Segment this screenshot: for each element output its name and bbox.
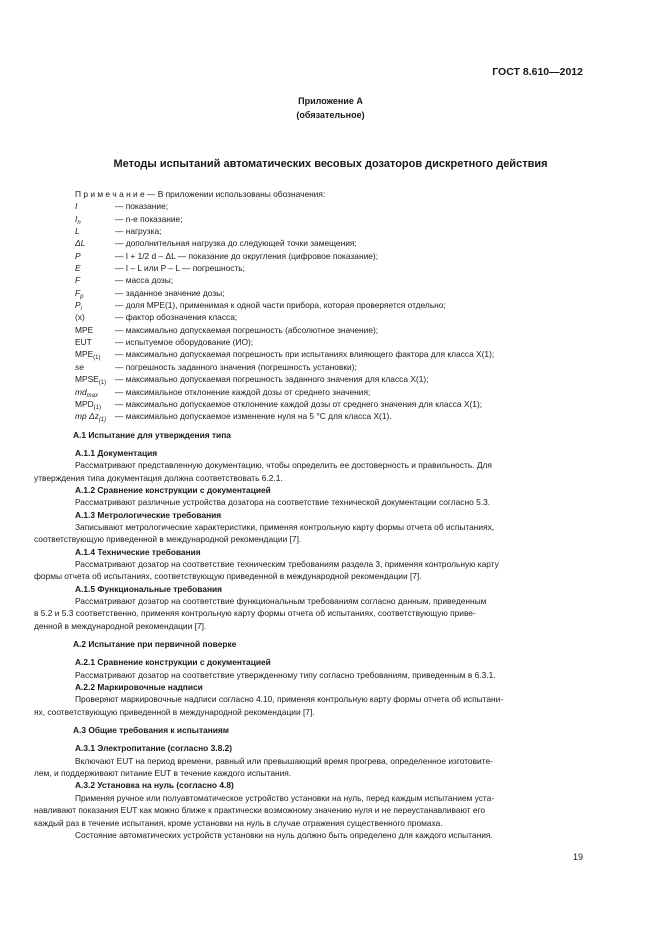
section-a22-text: ях, соответствующую приведенной в международной рекомендации [7]. <box>34 706 315 717</box>
glossary-definition: — максимально допускаемая погрешность (абсолютное значение); <box>115 324 379 335</box>
glossary-symbol-main: se <box>75 361 84 372</box>
section-a32-text: навливают показания EUT как можно ближе к практически возможному значению нуля и не переустанавливают его <box>34 805 486 816</box>
glossary-symbol-subscript: n <box>77 219 81 226</box>
glossary-symbol <box>75 287 115 299</box>
glossary-definition: — максимально допускаемое изменение нуля на 5 °С для класса X(1). <box>115 411 392 422</box>
glossary-symbol <box>75 213 115 225</box>
glossary-symbol <box>75 200 115 212</box>
glossary-definition: — дополнительная нагрузка до следующей точки замещения; <box>115 238 357 249</box>
glossary-symbol <box>75 373 115 385</box>
glossary-symbol <box>75 274 115 286</box>
section-a21-heading: А.2.1 Сравнение конструкции с документацией <box>75 657 271 668</box>
glossary-symbol-main: I <box>75 201 78 212</box>
section-a12-heading: А.1.2 Сравнение конструкции с документацией <box>75 484 271 495</box>
glossary-symbol-main: MPE <box>75 349 94 360</box>
glossary-symbol-main: F <box>75 287 81 298</box>
glossary-definition: — максимально допускаемая погрешность заданного значения для класса X(1); <box>115 374 429 385</box>
glossary-definition: — погрешность заданного значения (погрешность установки); <box>115 361 357 372</box>
glossary-definition: — фактор обозначения класса; <box>115 312 238 323</box>
section-a12-text: Рассматривают различные устройства дозатора на соответствие технической документации согласно 5.3. <box>75 497 491 508</box>
section-a1-heading: А.1 Испытание для утверждения типа <box>73 429 231 440</box>
glossary-item <box>75 225 585 237</box>
section-a11-text: Рассматривают представленную документацию, чтобы определить ее достоверность и правильность. Для <box>75 460 492 471</box>
section-a32-text: Состояние автоматических устройств установки на нуль должно быть определено для каждого испытания. <box>75 829 493 840</box>
glossary-symbol-main: P <box>75 250 81 261</box>
section-a15-text: Рассматривают дозатор на соответствие функциональным требованиям согласно данным, приведенным <box>75 596 487 606</box>
glossary-item <box>75 200 585 212</box>
glossary-item <box>75 274 585 286</box>
glossary-symbol-subscript: max <box>86 392 98 399</box>
glossary-symbol <box>75 398 115 410</box>
section-a2-heading: А.2 Испытание при первичной поверке <box>73 639 237 650</box>
section-a21-text: Рассматривают дозатор на соответствие утвержденному типу согласно требованиям, приведенным в 6.3.1. <box>75 669 496 680</box>
section-a15-text: в 5.2 и 5.3 соответственно, применяя контрольную карту формы отчета об испытаниях, соответствующую приве- <box>34 608 476 619</box>
glossary-symbol-main: F <box>75 275 81 286</box>
glossary-symbol <box>75 250 115 262</box>
glossary-item <box>75 348 585 360</box>
glossary-list <box>75 200 585 422</box>
section-a32-heading: А.3.2 Установка на нуль (согласно 4.8) <box>75 780 234 791</box>
glossary-item <box>75 373 585 385</box>
glossary-symbol-main: md <box>75 386 87 397</box>
section-a13-text: Записывают метрологические характеристики, применяя контрольную карту формы отчета об испытаниях, <box>75 521 495 532</box>
standard-number: ГОСТ 8.610—2012 <box>492 66 583 78</box>
glossary-item <box>75 287 585 299</box>
glossary-item <box>75 336 585 348</box>
glossary-item <box>75 410 585 422</box>
glossary-symbol-main: L <box>75 226 80 237</box>
main-title: Методы испытаний автоматических весовых дозаторов дискретного действия <box>113 158 548 170</box>
glossary-definition: — показание; <box>115 201 169 212</box>
glossary-item <box>75 361 585 373</box>
glossary-symbol-subscript: p <box>80 293 84 300</box>
glossary-definition: — I – L или P – L — погрешность; <box>115 263 245 274</box>
appendix-subtitle: (обязательное) <box>296 110 365 120</box>
section-a13-text: соответствующую приведенной в международной рекомендации [7]. <box>34 534 302 545</box>
glossary-symbol-main: I <box>75 213 78 224</box>
section-a15-heading: А.1.5 Функциональные требования <box>75 583 223 594</box>
glossary-definition: — максимальное отклонение каждой дозы от среднего значения; <box>115 386 371 397</box>
section-a22-text: Проверяют маркировочные надписи согласно 4.10, применяя контрольную карту формы отчета об испытани- <box>75 694 504 705</box>
glossary-symbol <box>75 237 115 249</box>
page-number: 19 <box>572 852 583 862</box>
glossary-definition: — максимально допускаемое отклонение каждой дозы от среднего значения для класса X(1); <box>115 398 483 409</box>
glossary-symbol <box>75 386 115 398</box>
document-body <box>34 188 585 841</box>
glossary-symbol <box>75 410 115 422</box>
glossary-symbol-subscript: i <box>80 306 82 313</box>
glossary-item <box>75 386 585 398</box>
glossary-definition: — доля MPE(1), применимая к одной части прибора, которая проверяется отдельно; <box>115 300 446 311</box>
section-a11-text: утверждения типа документация должна соответствовать 6.2.1. <box>34 472 283 483</box>
glossary-symbol-main: MPD <box>75 398 94 409</box>
glossary-symbol-subscript: (1) <box>93 404 101 411</box>
glossary-symbol <box>75 361 115 373</box>
section-a31-heading: А.3.1 Электропитание (согласно 3.8.2) <box>75 743 233 754</box>
glossary-symbol <box>75 299 115 311</box>
glossary-item <box>75 324 585 336</box>
glossary-symbol-main: E <box>75 263 81 274</box>
section-a14-text: Рассматривают дозатор на соответствие техническим требованиям раздела 3, применяя контрольную карту <box>75 558 499 569</box>
section-a31-text: Включают EUT на период времени, равный или превышающий время прогрева, определенное изготовите- <box>75 755 493 766</box>
section-a31-text: лем, и поддерживают питание EUT в течение каждого испытания. <box>34 768 292 779</box>
glossary-symbol <box>75 311 115 323</box>
glossary-item <box>75 311 585 323</box>
glossary-definition: — максимально допускаемая погрешность при испытаниях влияющего фактора для класса X(1); <box>115 349 495 360</box>
glossary-symbol-main: MPE <box>75 324 94 335</box>
glossary-symbol <box>75 336 115 348</box>
glossary-definition: — нагрузка; <box>115 226 162 237</box>
section-a3-heading: А.3 Общие требования к испытаниям <box>73 725 230 736</box>
section-a14-heading: А.1.4 Технические требования <box>75 546 201 557</box>
glossary-item <box>75 262 585 274</box>
appendix-title: Приложение А <box>298 96 363 106</box>
glossary-definition: — n-e показание; <box>115 213 183 224</box>
glossary-symbol-main: MPSE <box>75 374 99 385</box>
glossary-definition: — заданное значение дозы; <box>115 287 225 298</box>
section-a14-text: формы отчета об испытаниях, соответствующую приведенной в международной рекомендации [7]. <box>34 571 422 582</box>
section-a32-text: Применяя ручное или полуавтоматическое устройство установки на нуль, перед каждым испытанием уста- <box>75 792 495 803</box>
glossary-symbol-main: P <box>75 300 81 311</box>
section-a11-heading: А.1.1 Документация <box>75 447 158 458</box>
glossary-symbol-subscript: (1) <box>98 417 107 424</box>
glossary-symbol-subscript: (1) <box>98 380 107 387</box>
note-intro: П р и м е ч а н и е — В приложении использованы обозначения: <box>75 189 326 199</box>
section-a13-heading: А.1.3 Метрологические требования <box>75 509 222 520</box>
glossary-symbol-main: EUT <box>75 337 92 348</box>
glossary-definition: — испытуемое оборудование (ИО); <box>115 337 254 348</box>
glossary-definition: — масса дозы; <box>115 275 174 286</box>
glossary-symbol-main: (x) <box>75 312 85 323</box>
glossary-item <box>75 237 585 249</box>
glossary-symbol <box>75 262 115 274</box>
glossary-item <box>75 398 585 410</box>
section-a32-text: каждый раз в течение испытания, кроме установки на нуль в случае отражения существенного промаха. <box>34 817 443 828</box>
glossary-symbol-main: ΔL <box>75 238 86 249</box>
glossary-symbol <box>75 225 115 237</box>
glossary-item <box>75 213 585 225</box>
glossary-symbol-main: mp Δz <box>75 411 99 422</box>
glossary-definition: — I + 1/2 d – ΔL — показание до округления (цифровое показание); <box>115 250 379 261</box>
glossary-item <box>75 250 585 262</box>
glossary-symbol <box>75 348 115 360</box>
glossary-symbol <box>75 324 115 336</box>
section-a22-heading: А.2.2 Маркировочные надписи <box>75 682 203 693</box>
section-a15-text: денной в международной рекомендации [7]. <box>34 620 207 631</box>
glossary-symbol-subscript: (1) <box>93 355 101 362</box>
glossary-item <box>75 299 585 311</box>
